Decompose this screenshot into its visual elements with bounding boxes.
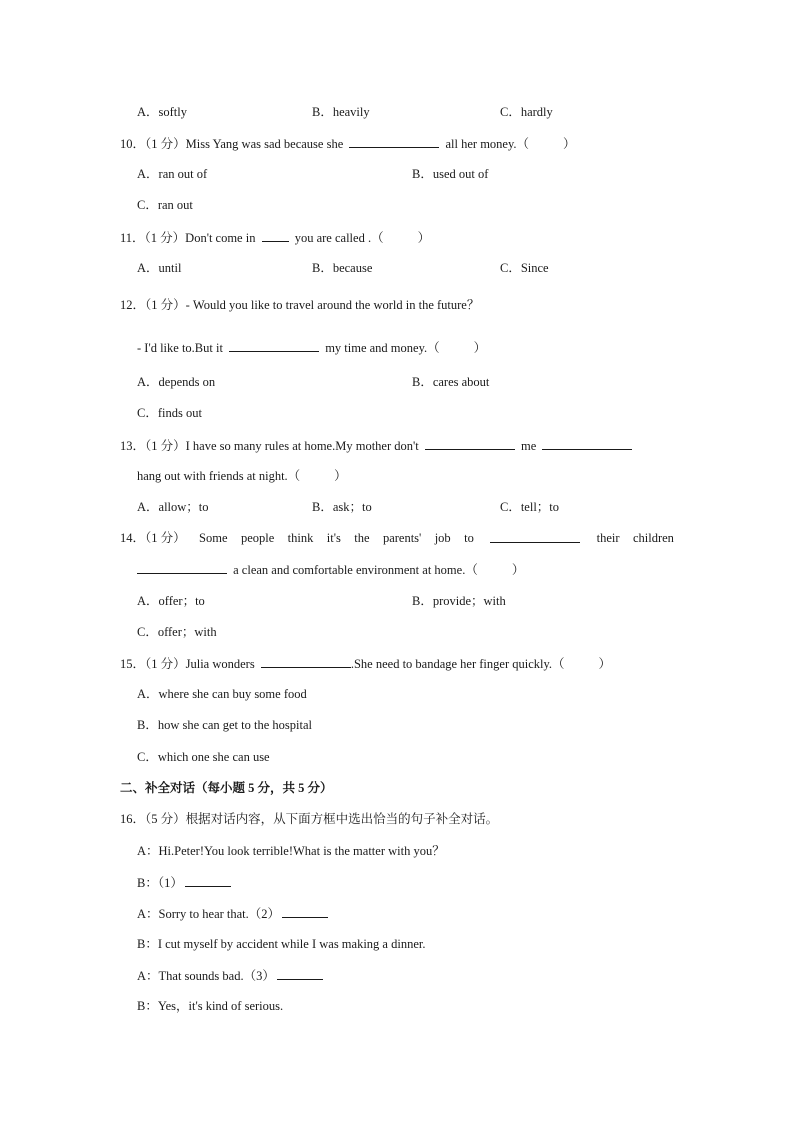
q11-prefix: 11．（1 分）Don't come in	[120, 231, 256, 245]
section-heading: 二、补全对话（每小题 5 分，共 5 分）	[120, 781, 333, 795]
q12-option-b: B．cares about	[412, 375, 490, 389]
q9-option-b: B．heavily	[312, 105, 370, 119]
q15-prefix: 15．（1 分）Julia wonders	[120, 657, 255, 671]
q12-reply	[137, 339, 486, 356]
q13-mid: me	[520, 439, 537, 453]
q13-blank-1	[425, 437, 515, 450]
q10-blank	[349, 135, 439, 148]
q12-close: ）	[473, 341, 487, 355]
q15-option-c: C．which one she can use	[137, 750, 270, 764]
q14-word: their	[596, 531, 620, 545]
q16-dialogue-3	[137, 905, 331, 922]
q16-dialogue-5	[137, 967, 326, 984]
q14-word: to	[464, 531, 474, 545]
q14-word: it's	[326, 531, 341, 545]
q10-stem	[120, 135, 576, 152]
q11-stem	[120, 229, 430, 246]
q15-option-a: A．where she can buy some food	[137, 687, 307, 701]
q12-reply-prefix: - I'd like to.But it	[137, 341, 223, 355]
q13-stem-line2	[137, 468, 347, 484]
q10-option-a: A．ran out of	[137, 167, 208, 181]
q11-option-c: C．Since	[500, 261, 549, 275]
q13-prefix: 13．（1 分）I have so many rules at home.My mother don't	[120, 439, 419, 453]
q11-suffix: you are called .（	[294, 231, 384, 245]
q11-blank	[262, 229, 289, 242]
q11-close: ）	[417, 231, 431, 245]
q15-stem	[120, 655, 611, 672]
q14-option-b: B．provide；with	[412, 594, 506, 608]
q13-close: ）	[334, 469, 347, 483]
q14-word: the	[354, 531, 370, 545]
q14-option-a: A．offer；to	[137, 594, 205, 608]
q16-blank-1	[185, 874, 231, 887]
q14-line2-suffix: a clean and comfortable environment at home.（	[233, 563, 478, 577]
q16-blank-2	[282, 905, 328, 918]
q13-option-a: A．allow；to	[137, 500, 209, 514]
q16-dialogue-6: B：Yes，it's kind of serious.	[137, 999, 284, 1013]
q15-option-b: B．how she can get to the hospital	[137, 718, 312, 732]
q11-option-a: A．until	[137, 261, 182, 275]
q14-word: job	[434, 531, 451, 545]
q14-option-c: C．offer；with	[137, 625, 217, 639]
q12-blank	[229, 339, 319, 352]
q16-dialogue-3-text: A：Sorry to hear that.（2）	[137, 907, 281, 921]
q13-option-c: C．tell；to	[500, 500, 560, 514]
q14-blank-1	[490, 530, 580, 543]
q14-word: people	[240, 531, 275, 545]
q13-blank-2	[542, 437, 632, 450]
q14-stem-line2	[137, 561, 524, 578]
q16-instruction: 16．（5 分）根据对话内容，从下面方框中选出恰当的句子补全对话。	[120, 812, 499, 826]
q10-option-b: B．used out of	[412, 167, 489, 181]
q15-suffix: .She need to bandage her finger quickly.（	[350, 657, 565, 671]
q12-option-c: C．finds out	[137, 406, 202, 420]
q13-stem	[120, 437, 635, 454]
q9-option-a: A．softly	[137, 105, 188, 119]
q16-blank-3	[277, 967, 323, 980]
q15-close: ）	[598, 657, 612, 671]
q11-option-b: B．because	[312, 261, 373, 275]
q14-word: parents'	[382, 531, 422, 545]
q12-reply-suffix: my time and money.（	[325, 341, 440, 355]
q14-stem	[120, 530, 674, 546]
q16-dialogue-2-text: B：（1）	[137, 876, 183, 890]
q14-word: 14．（1 分）	[120, 531, 186, 545]
q10-close: ）	[563, 137, 576, 151]
q13-line2: hang out with friends at night.（	[137, 469, 301, 483]
q14-blank-2	[137, 561, 227, 574]
q13-option-b: B．ask；to	[312, 500, 372, 514]
q15-blank	[261, 655, 351, 668]
q14-word: Some	[199, 531, 228, 545]
q16-dialogue-1: A：Hi.Peter!You look terrible!What is the matter with you？	[137, 844, 445, 858]
q16-dialogue-2	[137, 874, 234, 891]
q14-word: think	[287, 531, 314, 545]
q10-suffix: all her money.（	[445, 137, 530, 151]
q10-prefix: 10．（1 分）Miss Yang was sad because she	[120, 137, 344, 151]
q9-option-c: C．hardly	[500, 105, 553, 119]
q12-option-a: A．depends on	[137, 375, 216, 389]
q12-stem: 12．（1 分）- Would you like to travel around the world in the future？	[120, 298, 480, 312]
q10-option-c: C．ran out	[137, 198, 193, 212]
q14-close: ）	[511, 563, 525, 577]
q14-word: children	[632, 531, 674, 545]
q16-dialogue-5-text: A：That sounds bad.（3）	[137, 969, 275, 983]
q16-dialogue-4: B：I cut myself by accident while I was making a dinner.	[137, 937, 426, 951]
